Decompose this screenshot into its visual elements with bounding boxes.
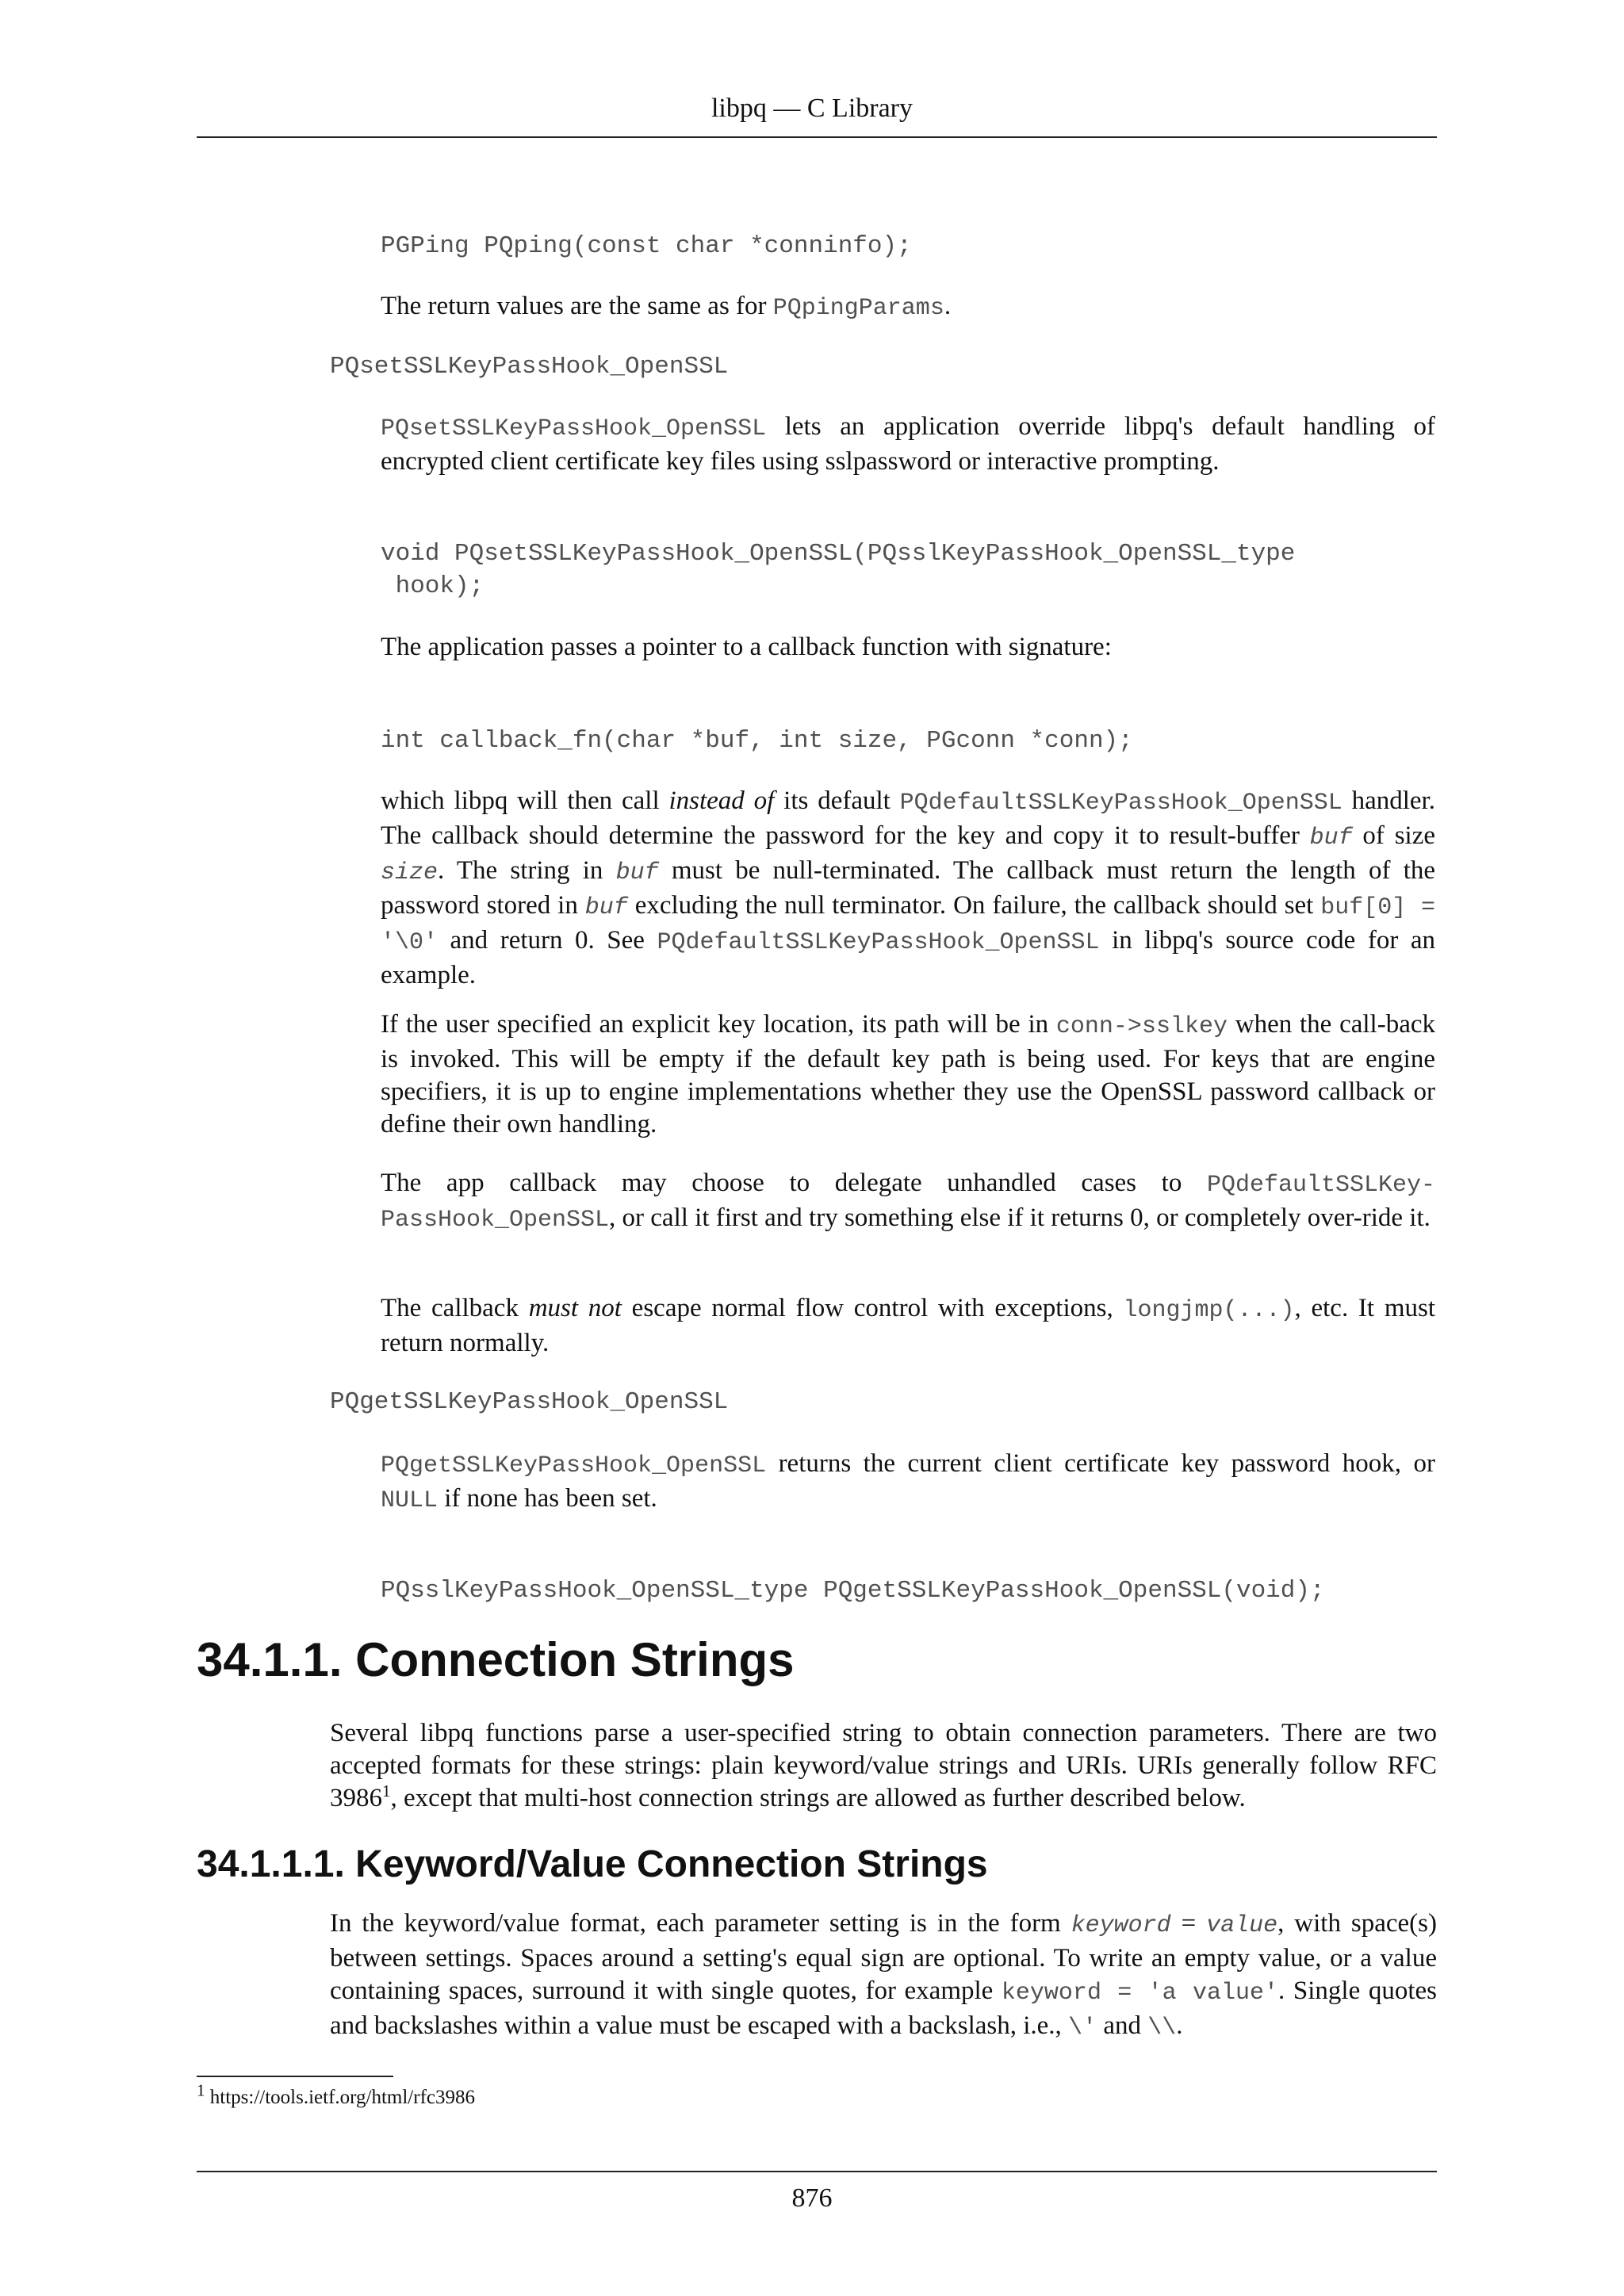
pqpingparams-code: PQpingParams <box>772 295 944 322</box>
delegate-paragraph: The app callback may choose to delegate unhandled cases to PQdefaultSSLKey-PassHook_OpenSSL, or call it first and try something else if it returns 0, or completely over-ride it. <box>381 1169 1435 1234</box>
pqping-return-paragraph: The return values are the same as for PQpingParams. <box>381 292 952 322</box>
footnote-link[interactable]: https://tools.ietf.org/html/rfc3986 <box>209 2087 475 2108</box>
set-hook-signature: void PQsetSSLKeyPassHook_OpenSSL(PQsslKeyPassHook_OpenSSL_type hook); <box>381 540 1296 600</box>
get-hook-signature: PQsslKeyPassHook_OpenSSL_type PQgetSSLKeyPassHook_OpenSSL(void); <box>381 1577 1325 1605</box>
keyword-value-paragraph: In the keyword/value format, each parameter setting is in the form keyword = value, with space(s) between settings. Spaces around a setting's equal sign are optional. To write an empty value, or a value containing spaces, surround it with single quotes, for example keyword = 'a value'. Single quotes and backslashes within a value must be escaped with a backslash, i.e., \' and \\. <box>330 1909 1437 2042</box>
section-paragraph: Several libpq functions parse a user-specified string to obtain connection parameters. There are two accepted formats for these strings: plain keyword/value strings and URIs. URIs generally follow RFC 3986$^1$, except that multi-host connection strings are allowed as further described below. <box>330 1719 1437 1812</box>
page-number: 876 <box>791 2183 833 2213</box>
set-hook-description: PQsetSSLKeyPassHook_OpenSSL lets an application override libpq's default handling of encrypted client certificate key files using sslpassword or interactive prompting. <box>381 412 1435 476</box>
get-hook-term: PQgetSSLKeyPassHook_OpenSSL <box>330 1388 729 1416</box>
set-hook-term: PQsetSSLKeyPassHook_OpenSSL <box>330 353 729 381</box>
callback-paragraph: which libpq will then call instead of its default PQdefaultSSLKeyPassHook_OpenSSL handler. The callback should determine the password for the key and copy it to result-buffer buf of size size. The string in buf must be null-terminated. The callback must return the length of the password stored in buf excluding the null terminator. On failure, the callback should set buf[0] = '\0' and return 0. See PQdefaultSSLKeyPassHook_OpenSSL in libpq's source code for an example. <box>381 786 1436 989</box>
key-location-paragraph: If the user specified an explicit key location, its path will be in conn->sslkey when the call-back is invoked. This will be empty if the default key path is being used. For keys that are engine specifiers, it is up to engine implementations whether they use the OpenSSL password callback or define their own handling. <box>381 1010 1435 1138</box>
subsection-heading: 34.1.1.1. Keyword/Value Connection Strings <box>197 1843 988 1885</box>
footer-rule <box>197 2171 1437 2172</box>
callback-intro: The application passes a pointer to a callback function with signature: <box>381 633 1112 661</box>
header-rule <box>197 136 1437 138</box>
running-header: libpq — C Library <box>710 94 914 123</box>
footnote-reference[interactable]: 1 <box>382 1781 391 1800</box>
footnote: $^1$ https://tools.ietf.org/html/rfc3986 <box>197 2080 475 2108</box>
footnote-rule <box>197 2076 393 2077</box>
get-hook-description: PQgetSSLKeyPassHook_OpenSSL returns the current client certificate key password hook, or NULL if none has been set. <box>381 1449 1435 1514</box>
callback-signature: int callback_fn(char *buf, int size, PGconn *conn); <box>381 727 1133 755</box>
section-heading: 34.1.1. Connection Strings <box>197 1633 795 1686</box>
pqping-signature: PGPing PQping(const char *conninfo); <box>381 232 912 260</box>
must-not-paragraph: The callback must not escape normal flow control with exceptions, longjmp(...), etc. It must return normally. <box>381 1294 1436 1357</box>
